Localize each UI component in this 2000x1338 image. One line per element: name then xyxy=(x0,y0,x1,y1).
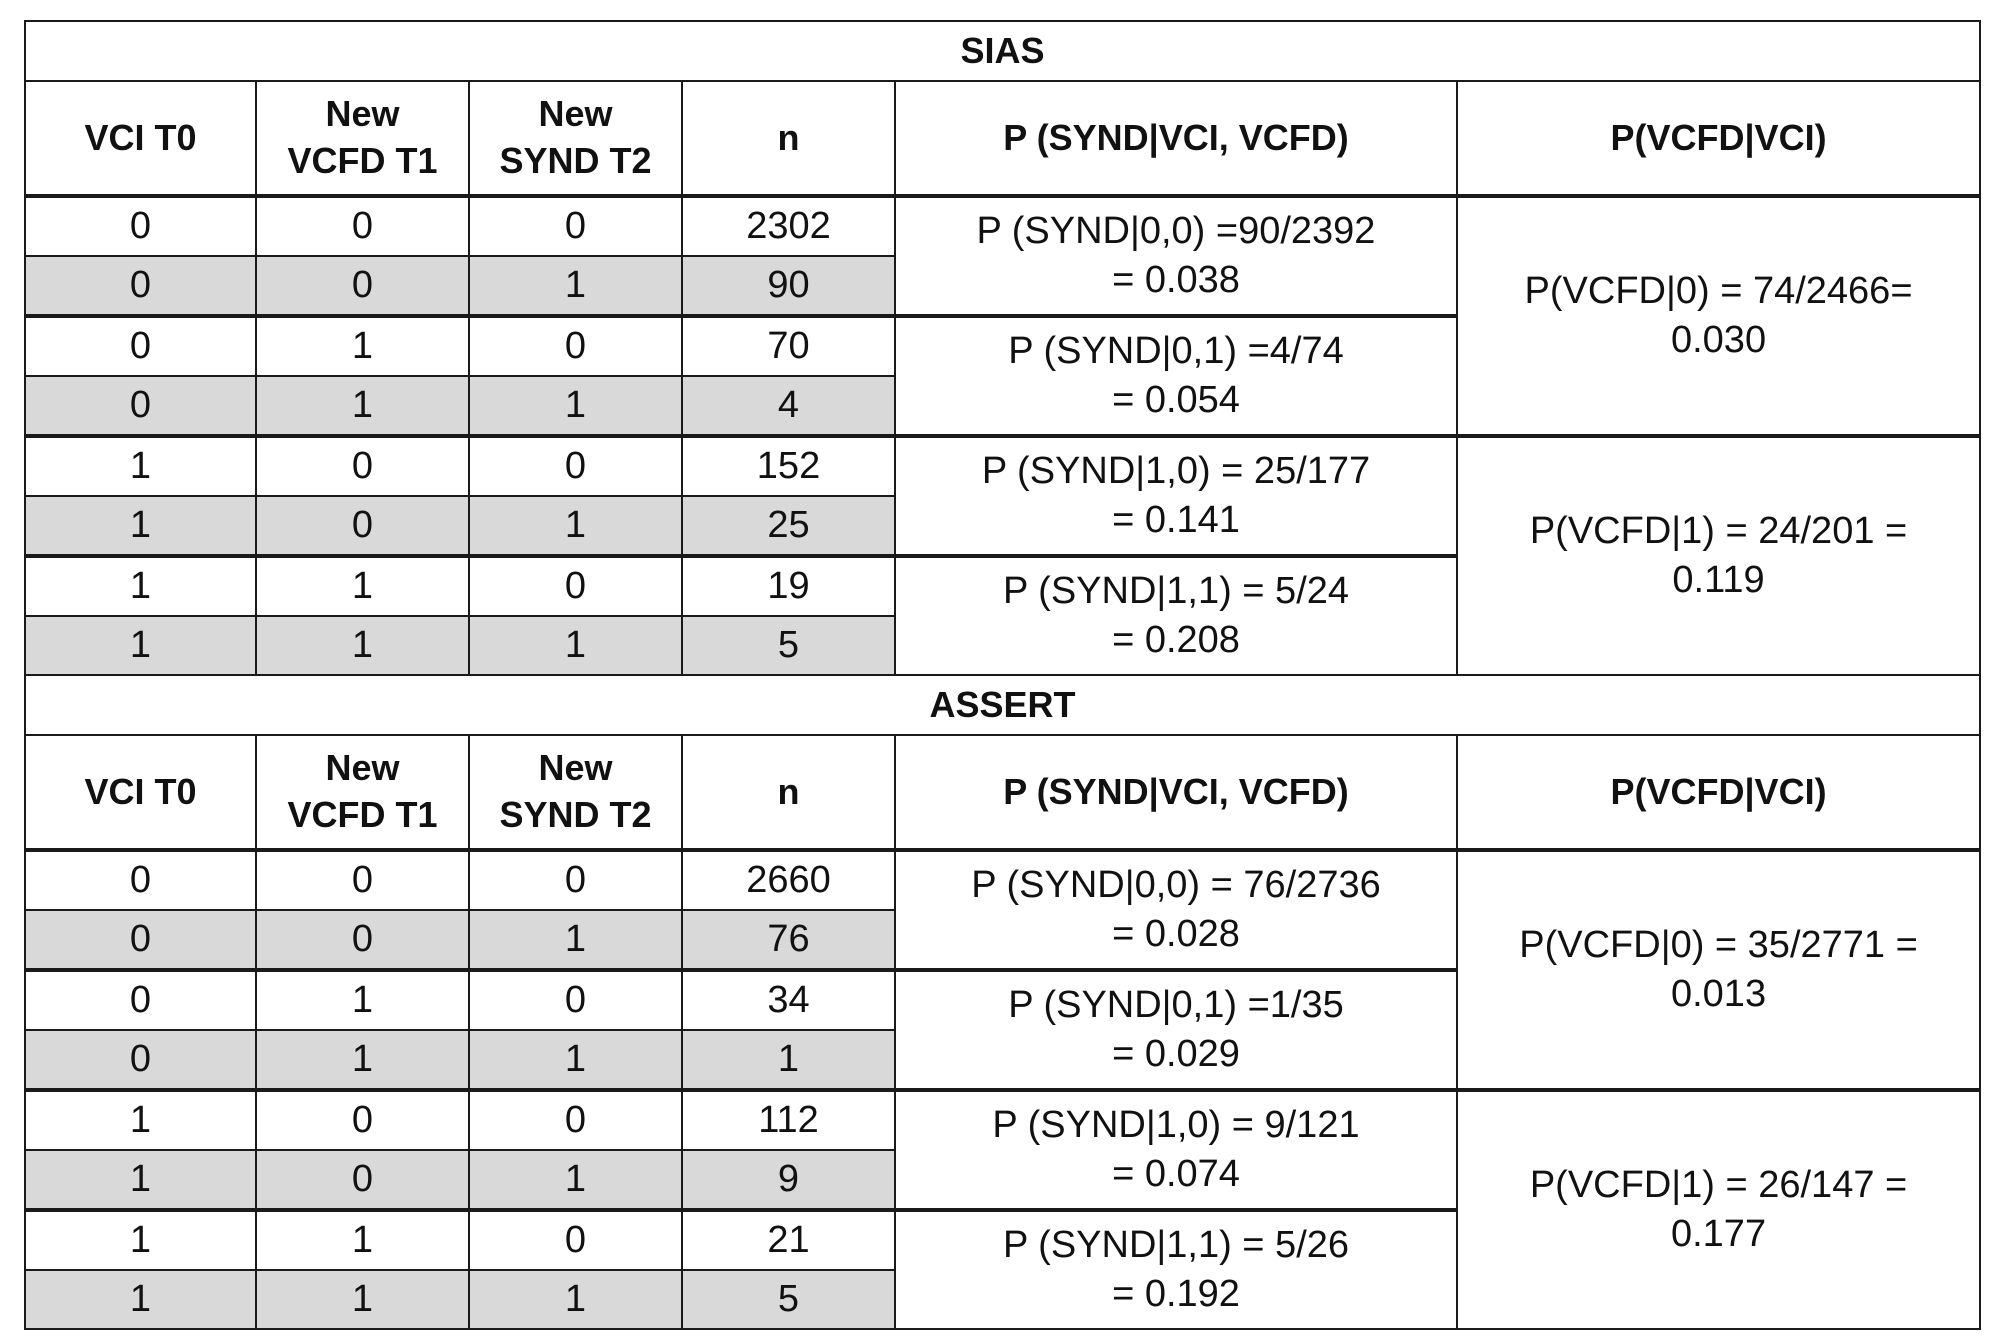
header-line: P (SYND|VCI, VCFD) xyxy=(1003,116,1349,158)
p-synd-formula: P (SYND|1,0) = 9/121 xyxy=(992,1103,1360,1146)
p-synd-formula: P (SYND|1,1) = 5/24 xyxy=(1002,569,1350,612)
cell-vci: 1 xyxy=(25,616,256,675)
cell-synd: 0 xyxy=(469,970,682,1030)
cell-vci: 0 xyxy=(25,910,256,970)
cell-vci: 1 xyxy=(25,496,256,556)
cell-n: 76 xyxy=(682,910,895,970)
header-line: P (SYND|VCI, VCFD) xyxy=(1003,770,1349,812)
cell-n: 1 xyxy=(682,1030,895,1090)
cell-synd: 1 xyxy=(469,1150,682,1210)
header-p-vcfd xyxy=(1457,735,1980,850)
p-synd-formula: P (SYND|0,0) =90/2392 xyxy=(976,209,1376,252)
header-line: n xyxy=(777,770,800,812)
cell-vcfd: 0 xyxy=(256,196,469,256)
p-synd-value: = 0.028 xyxy=(1112,913,1240,955)
cell-n: 152 xyxy=(682,436,895,496)
cell-vcfd: 0 xyxy=(256,256,469,316)
cell-vci: 1 xyxy=(25,436,256,496)
header-p-synd xyxy=(895,81,1457,196)
cell-synd: 1 xyxy=(469,1270,682,1329)
header-line: VCI T0 xyxy=(84,116,197,158)
cell-synd: 1 xyxy=(469,376,682,436)
cell-n: 2660 xyxy=(682,850,895,910)
cell-synd: 0 xyxy=(469,556,682,616)
p-synd-cell xyxy=(895,316,1457,436)
p-synd-formula: P (SYND|0,0) = 76/2736 xyxy=(971,863,1381,906)
cell-vci: 0 xyxy=(25,376,256,436)
p-vcfd-formula: P(VCFD|1) = 24/201 = xyxy=(1529,509,1908,552)
cell-vcfd: 1 xyxy=(256,970,469,1030)
cell-synd: 1 xyxy=(469,496,682,556)
header-n xyxy=(682,81,895,196)
table-row xyxy=(25,850,1980,910)
cell-vcfd: 0 xyxy=(256,1150,469,1210)
cell-vcfd: 1 xyxy=(256,1030,469,1090)
cell-n: 21 xyxy=(682,1210,895,1270)
cell-vcfd: 1 xyxy=(256,556,469,616)
p-synd-cell xyxy=(895,1090,1457,1210)
p-synd-cell xyxy=(895,196,1457,316)
p-synd-cell xyxy=(895,1210,1457,1329)
p-vcfd-value: 0.119 xyxy=(1672,559,1765,601)
p-vcfd-formula: P(VCFD|0) = 74/2466= xyxy=(1524,269,1913,312)
header-new-vcfd-t1 xyxy=(256,81,469,196)
p-synd-value: = 0.074 xyxy=(1112,1153,1240,1195)
cell-synd: 0 xyxy=(469,436,682,496)
cell-n: 34 xyxy=(682,970,895,1030)
cell-synd: 1 xyxy=(469,910,682,970)
table-body xyxy=(25,21,1980,1329)
cell-vci: 0 xyxy=(25,1030,256,1090)
cell-n: 112 xyxy=(682,1090,895,1150)
header-line: SYND T2 xyxy=(499,140,652,181)
header-p-synd xyxy=(895,735,1457,850)
cell-vcfd: 0 xyxy=(256,850,469,910)
p-synd-value: = 0.208 xyxy=(1112,619,1240,661)
header-n xyxy=(682,735,895,850)
cell-synd: 0 xyxy=(469,316,682,376)
cell-vcfd: 1 xyxy=(256,316,469,376)
p-vcfd-cell xyxy=(1457,850,1980,1090)
p-synd-cell xyxy=(895,436,1457,556)
header-line: VCFD T1 xyxy=(287,794,438,835)
p-vcfd-formula: P(VCFD|1) = 26/147 = xyxy=(1529,1163,1908,1206)
section-title-row xyxy=(25,675,1980,735)
header-line: n xyxy=(777,116,800,158)
header-line: SYND T2 xyxy=(499,794,652,835)
header-vci-t0 xyxy=(25,81,256,196)
cell-n: 4 xyxy=(682,376,895,436)
p-synd-value: = 0.054 xyxy=(1112,379,1240,421)
header-new-synd-t2 xyxy=(469,81,682,196)
header-new-vcfd-t1 xyxy=(256,735,469,850)
header-line: VCI T0 xyxy=(84,770,197,812)
cell-synd: 1 xyxy=(469,616,682,675)
cell-synd: 1 xyxy=(469,1030,682,1090)
p-synd-cell xyxy=(895,970,1457,1090)
column-header-row xyxy=(25,735,1980,850)
p-synd-value: = 0.141 xyxy=(1112,499,1240,541)
p-synd-formula: P (SYND|0,1) =1/35 xyxy=(1008,983,1344,1026)
cell-synd: 0 xyxy=(469,1090,682,1150)
cell-vcfd: 0 xyxy=(256,1090,469,1150)
cell-vci: 1 xyxy=(25,1210,256,1270)
p-vcfd-value: 0.013 xyxy=(1670,973,1767,1015)
probability-table xyxy=(24,20,1981,1330)
header-line: New xyxy=(325,747,400,789)
cell-vci: 0 xyxy=(25,256,256,316)
header-p-vcfd xyxy=(1457,81,1980,196)
cell-n: 25 xyxy=(682,496,895,556)
cell-vcfd: 1 xyxy=(256,616,469,675)
cell-synd: 1 xyxy=(469,256,682,316)
cell-synd: 0 xyxy=(469,1210,682,1270)
cell-n: 19 xyxy=(682,556,895,616)
p-vcfd-value: 0.030 xyxy=(1670,319,1767,361)
cell-vci: 0 xyxy=(25,196,256,256)
header-line: New xyxy=(325,93,400,135)
p-vcfd-value: 0.177 xyxy=(1670,1213,1767,1255)
table-row xyxy=(25,196,1980,256)
p-synd-formula: P (SYND|0,1) =4/74 xyxy=(1008,329,1344,372)
cell-vci: 0 xyxy=(25,316,256,376)
p-vcfd-formula: P(VCFD|0) = 35/2771 = xyxy=(1519,923,1918,966)
p-vcfd-cell xyxy=(1457,1090,1980,1329)
section-title-row xyxy=(25,21,1980,81)
cell-vcfd: 0 xyxy=(256,910,469,970)
column-header-row xyxy=(25,81,1980,196)
cell-synd: 0 xyxy=(469,196,682,256)
cell-vcfd: 0 xyxy=(256,496,469,556)
p-synd-formula: P (SYND|1,0) = 25/177 xyxy=(981,449,1371,492)
table-row xyxy=(25,436,1980,496)
section-title: SIAS xyxy=(25,21,1980,81)
cell-vci: 1 xyxy=(25,1150,256,1210)
cell-vci: 1 xyxy=(25,1270,256,1329)
cell-vci: 1 xyxy=(25,556,256,616)
header-line: P(VCFD|VCI) xyxy=(1610,116,1827,158)
table-row xyxy=(25,1090,1980,1150)
cell-n: 5 xyxy=(682,1270,895,1329)
p-synd-cell xyxy=(895,556,1457,675)
cell-vcfd: 1 xyxy=(256,376,469,436)
cell-vci: 0 xyxy=(25,970,256,1030)
header-line: New xyxy=(538,93,613,135)
cell-n: 2302 xyxy=(682,196,895,256)
cell-n: 5 xyxy=(682,616,895,675)
p-synd-value: = 0.038 xyxy=(1112,259,1240,301)
p-vcfd-cell xyxy=(1457,436,1980,675)
p-synd-value: = 0.192 xyxy=(1112,1273,1240,1315)
p-synd-cell xyxy=(895,850,1457,970)
header-new-synd-t2 xyxy=(469,735,682,850)
cell-n: 90 xyxy=(682,256,895,316)
section-title: ASSERT xyxy=(25,675,1980,735)
cell-n: 70 xyxy=(682,316,895,376)
cell-vci: 1 xyxy=(25,1090,256,1150)
cell-vcfd: 1 xyxy=(256,1210,469,1270)
cell-vcfd: 0 xyxy=(256,436,469,496)
p-vcfd-cell xyxy=(1457,196,1980,436)
p-synd-value: = 0.029 xyxy=(1112,1033,1240,1075)
header-line: P(VCFD|VCI) xyxy=(1610,770,1827,812)
cell-vci: 0 xyxy=(25,850,256,910)
p-synd-formula: P (SYND|1,1) = 5/26 xyxy=(1002,1223,1350,1266)
cell-vcfd: 1 xyxy=(256,1270,469,1329)
header-vci-t0 xyxy=(25,735,256,850)
header-line: New xyxy=(538,747,613,789)
cell-n: 9 xyxy=(682,1150,895,1210)
cell-synd: 0 xyxy=(469,850,682,910)
header-line: VCFD T1 xyxy=(287,140,438,181)
